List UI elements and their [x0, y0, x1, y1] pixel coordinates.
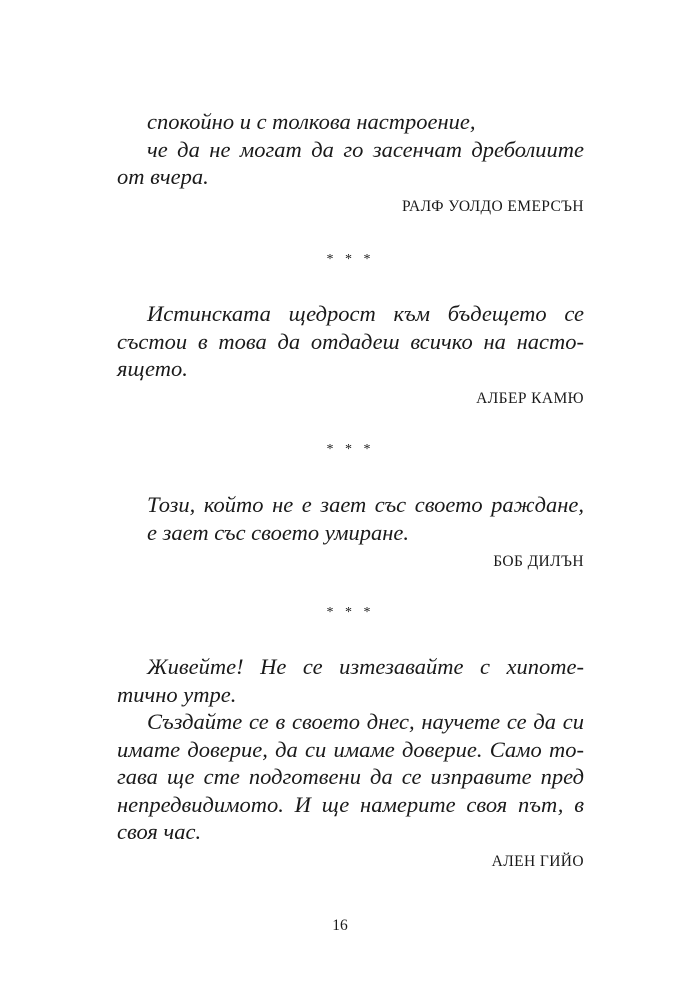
quote-line: състои в това да отдадеш всичко на насто-: [117, 328, 584, 354]
section-separator: * * *: [326, 605, 375, 620]
quote-line: от вчера.: [117, 164, 209, 189]
quote-line: ящето.: [117, 356, 188, 381]
quote-line: непредвидимото. И ще намерите своя път, в: [117, 791, 584, 817]
quote-block: [117, 300, 584, 409]
quote-block: [117, 653, 584, 872]
quote-line: тично утре.: [117, 681, 237, 707]
quote-line: гава ще сте подготвени да се изправите пред: [117, 764, 584, 789]
page-number: 16: [332, 917, 348, 934]
quote-line: своя час.: [117, 819, 202, 844]
quote-line: Истинската щедрост към бъдещето се: [147, 301, 584, 326]
quote-author: АЛБЕР КАМЮ: [476, 389, 584, 407]
quote-block: [117, 108, 584, 217]
quote-line: Този, който не е зает със своето раждане,: [147, 492, 584, 517]
quote-text: [117, 108, 584, 191]
quote-author: АЛЕН ГИЙО: [491, 852, 584, 870]
quote-line: Създайте се в своето днес, научете се да си: [147, 709, 584, 734]
quote-text: [117, 653, 584, 846]
quote-block: [117, 491, 584, 572]
section-separator: * * *: [326, 252, 375, 267]
quote-line: е зает със своето умиране.: [147, 519, 410, 545]
quote-text: [117, 300, 584, 383]
quote-author: РАЛФ УОЛДО ЕМЕРСЪН: [401, 197, 584, 215]
section-separator: * * *: [326, 442, 375, 457]
quote-line: Живейте! Не се изтезавайте с хипоте-: [147, 654, 584, 679]
quote-line: спокойно и с толкова настроение,: [147, 109, 476, 134]
quote-text: [117, 491, 584, 546]
quote-line: че да не могат да го засенчат дреболиите: [147, 136, 584, 162]
quote-author: БОБ ДИЛЪН: [493, 553, 584, 570]
quote-line: имате доверие, да си имаме доверие. Само то-: [117, 736, 584, 762]
